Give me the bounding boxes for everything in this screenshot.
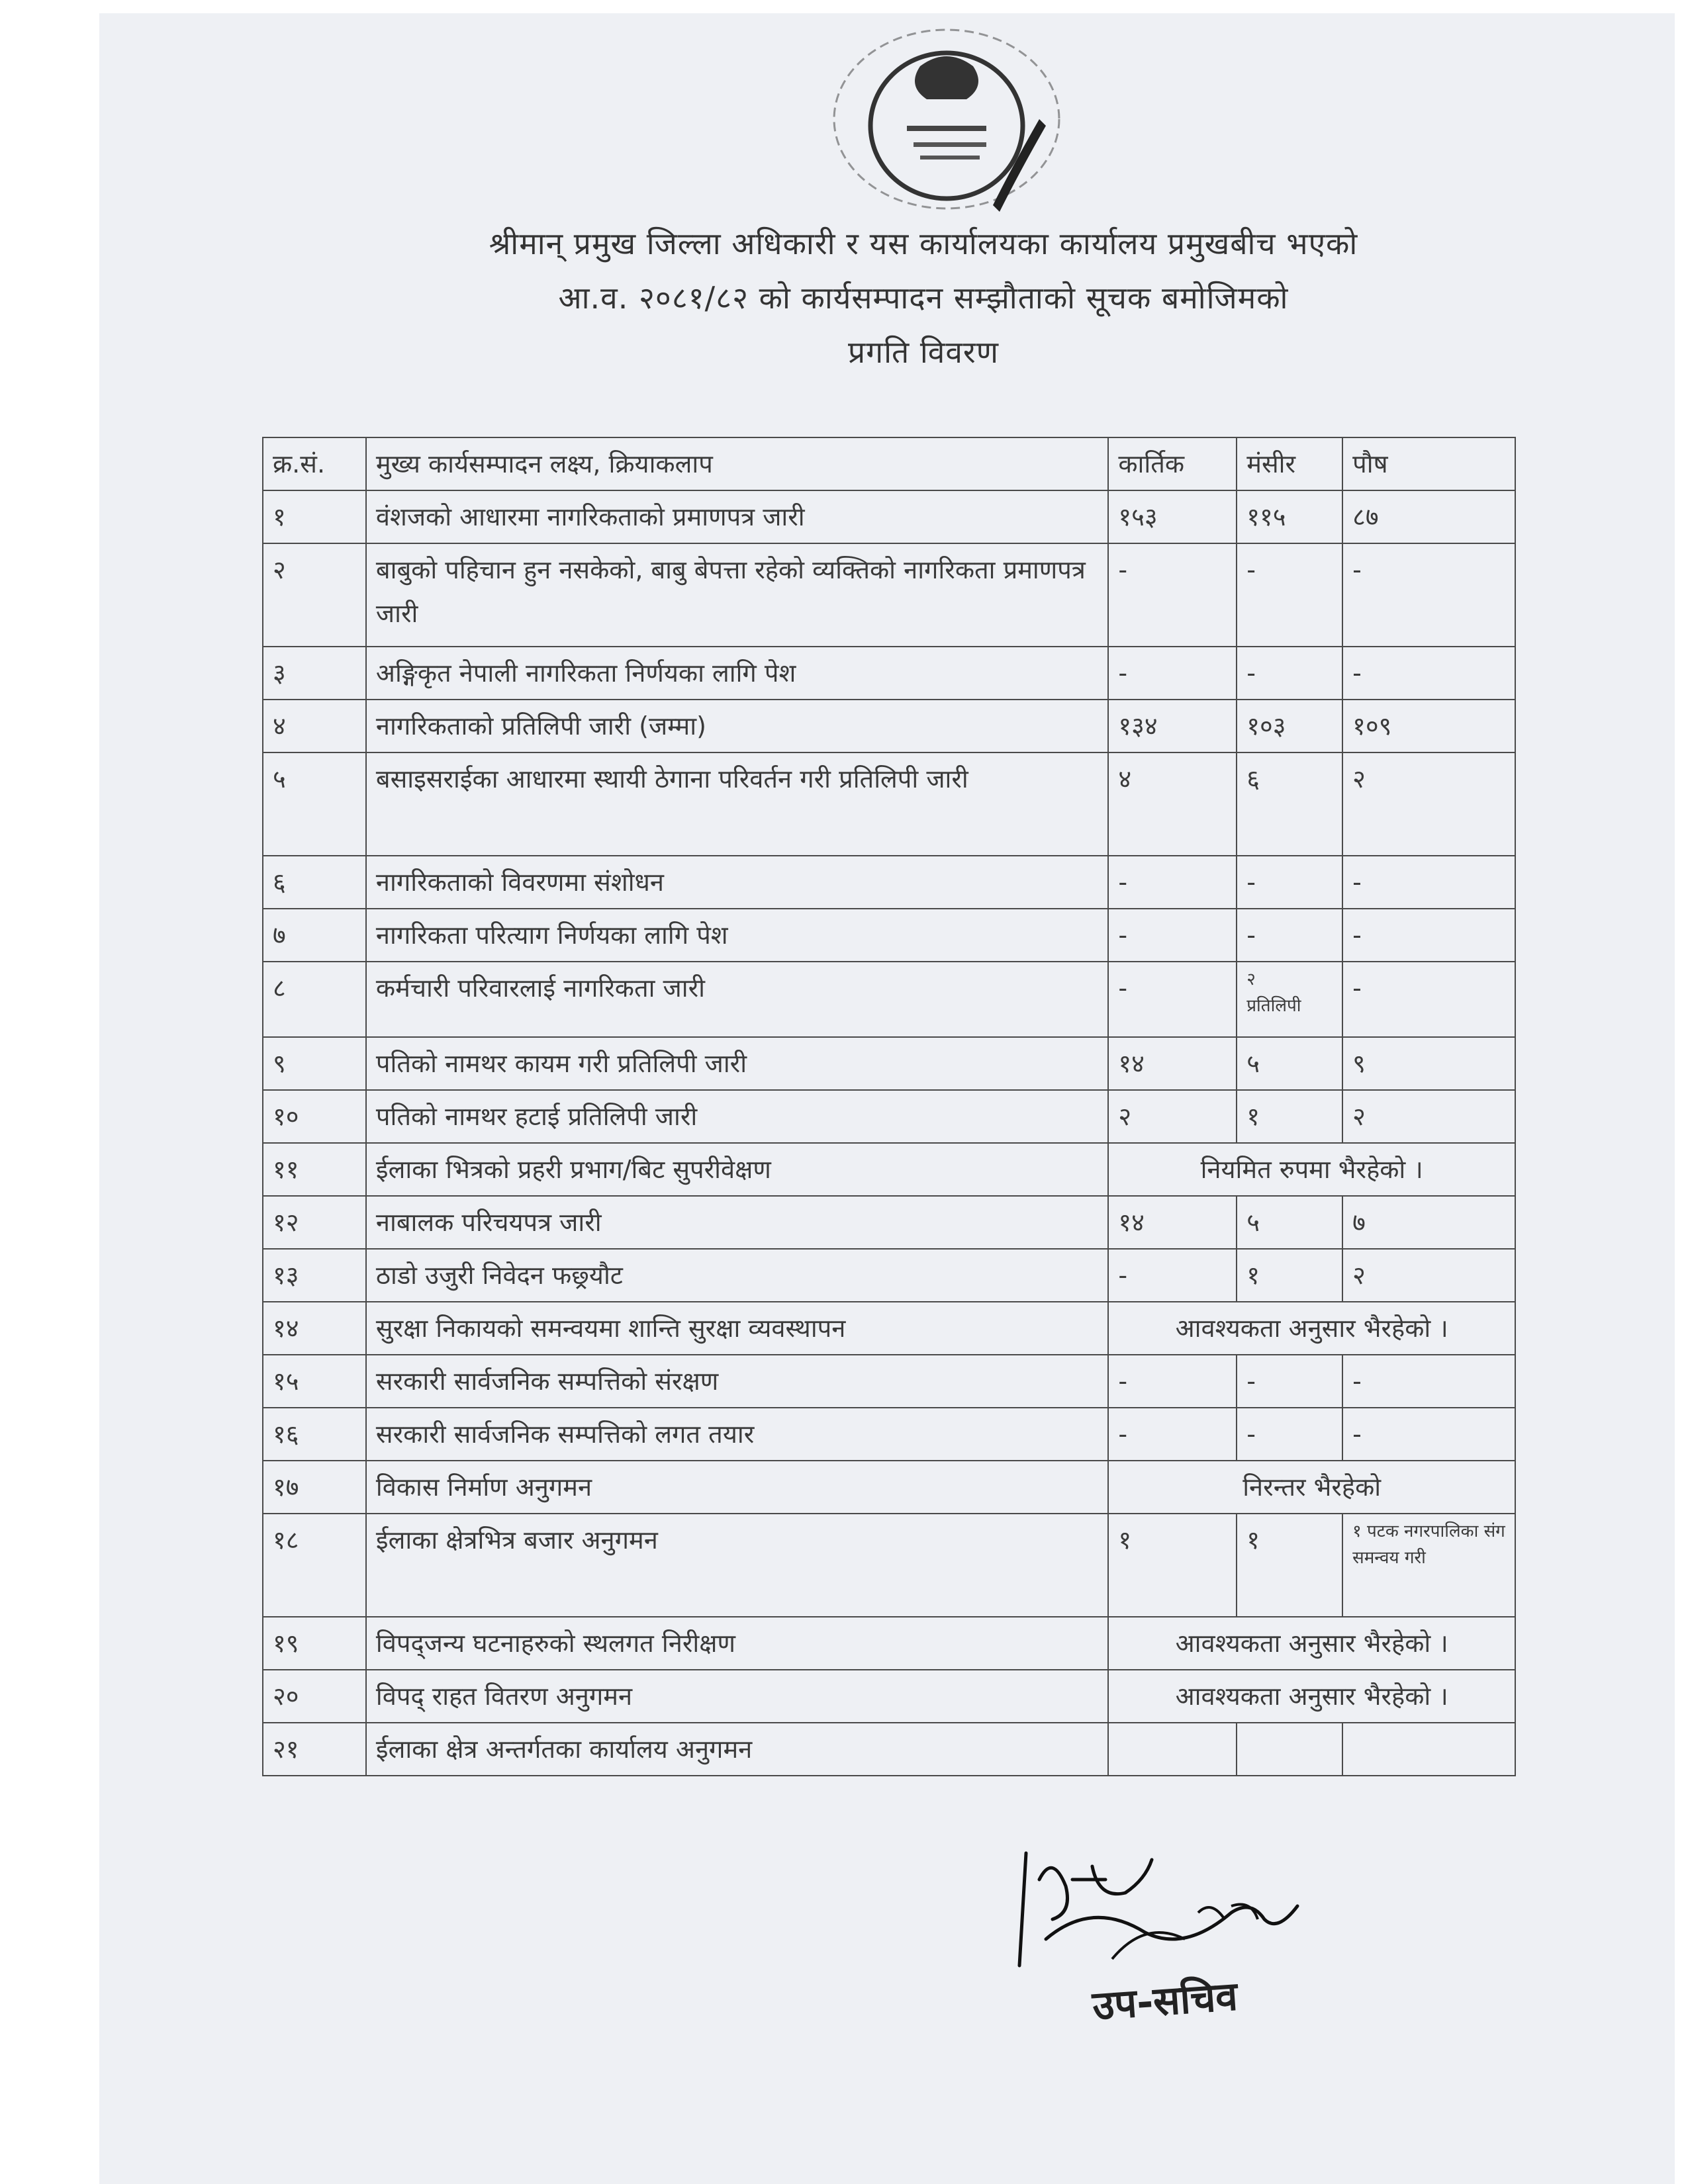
cell-poush: २ <box>1342 752 1515 856</box>
cell-sn: १८ <box>263 1514 366 1617</box>
cell-kartik: - <box>1108 1355 1237 1408</box>
cell-mansir: - <box>1237 856 1342 909</box>
cell-activity: अङ्गिकृत नेपाली नागरिकता निर्णयका लागि पेश <box>366 647 1108 700</box>
cell-sn: ११ <box>263 1143 366 1196</box>
signatory-designation: उप-सचिव <box>1091 1973 1239 2030</box>
cell-activity: बसाइसराईका आधारमा स्थायी ठेगाना परिवर्तन गरी प्रतिलिपी जारी <box>366 752 1108 856</box>
cell-kartik: - <box>1108 543 1237 647</box>
cell-poush: - <box>1342 543 1515 647</box>
cell-activity: कर्मचारी परिवारलाई नागरिकता जारी <box>366 962 1108 1037</box>
cell-activity: विपद् राहत वितरण अनुगमन <box>366 1670 1108 1723</box>
cell-sn: १४ <box>263 1302 366 1355</box>
table-row <box>263 1249 1515 1302</box>
cell-activity: सरकारी सार्वजनिक सम्पत्तिको लगत तयार <box>366 1408 1108 1461</box>
cell-mansir: - <box>1237 909 1342 962</box>
header-line-1: श्रीमान् प्रमुख जिल्ला अधिकारी र यस कार्यालयका कार्यालय प्रमुखबीच भएको <box>489 226 1358 261</box>
cell-mansir: १ <box>1237 1090 1342 1143</box>
cell-sn: २० <box>263 1670 366 1723</box>
table-row <box>263 1302 1515 1355</box>
cell-poush: १०९ <box>1342 700 1515 752</box>
cell-sn: १२ <box>263 1196 366 1249</box>
table-row <box>263 909 1515 962</box>
cell-poush: - <box>1342 909 1515 962</box>
table-row <box>263 1355 1515 1408</box>
cell-kartik: - <box>1108 856 1237 909</box>
table-row <box>263 647 1515 700</box>
table-row <box>263 752 1515 856</box>
cell-sn: ४ <box>263 700 366 752</box>
cell-kartik: - <box>1108 647 1237 700</box>
cell-activity: सरकारी सार्वजनिक सम्पत्तिको संरक्षण <box>366 1355 1108 1408</box>
cell-activity: पतिको नामथर हटाई प्रतिलिपी जारी <box>366 1090 1108 1143</box>
table-row <box>263 1617 1515 1670</box>
cell-kartik: १५३ <box>1108 490 1237 543</box>
cell-kartik: - <box>1108 1408 1237 1461</box>
table-row <box>263 1196 1515 1249</box>
cell-sn: १९ <box>263 1617 366 1670</box>
cell-activity: नागरिकता परित्याग निर्णयका लागि पेश <box>366 909 1108 962</box>
cell-poush: - <box>1342 1355 1515 1408</box>
cell-sn: ६ <box>263 856 366 909</box>
table-row <box>263 700 1515 752</box>
cell-sn: १३ <box>263 1249 366 1302</box>
cell-sn: १६ <box>263 1408 366 1461</box>
cell-activity: नागरिकताको प्रतिलिपी जारी (जम्मा) <box>366 700 1108 752</box>
table-row <box>263 490 1515 543</box>
header-line-2: आ.व. २०८१/८२ को कार्यसम्पादन सम्झौताको सूचक बमोजिमको <box>558 280 1289 316</box>
cell-activity: ईलाका क्षेत्रभित्र बजार अनुगमन <box>366 1514 1108 1617</box>
cell-mansir: - <box>1237 647 1342 700</box>
table-row <box>263 962 1515 1037</box>
cell-kartik: १४ <box>1108 1196 1237 1249</box>
cell-sn: ३ <box>263 647 366 700</box>
cell-mansir: १ <box>1237 1249 1342 1302</box>
cell-activity: वंशजको आधारमा नागरिकताको प्रमाणपत्र जारी <box>366 490 1108 543</box>
cell-kartik: ४ <box>1108 752 1237 856</box>
cell-activity: नाबालक परिचयपत्र जारी <box>366 1196 1108 1249</box>
table-row <box>263 1037 1515 1090</box>
table-row <box>263 1090 1515 1143</box>
table-row <box>263 1408 1515 1461</box>
cell-mansir: ११५ <box>1237 490 1342 543</box>
cell-kartik: - <box>1108 1249 1237 1302</box>
cell-poush: ८७ <box>1342 490 1515 543</box>
cell-poush: - <box>1342 962 1515 1037</box>
cell-sn: १५ <box>263 1355 366 1408</box>
cell-kartik <box>1108 1723 1237 1776</box>
header-mansir: मंसीर <box>1237 437 1342 490</box>
cell-mansir <box>1237 1723 1342 1776</box>
cell-sn: २ <box>263 543 366 647</box>
cell-activity: सुरक्षा निकायको समन्वयमा शान्ति सुरक्षा व्यवस्थापन <box>366 1302 1108 1355</box>
cell-sn: ७ <box>263 909 366 962</box>
cell-mansir: ५ <box>1237 1196 1342 1249</box>
header-poush: पौष <box>1342 437 1515 490</box>
cell-activity: ईलाका भित्रको प्रहरी प्रभाग/बिट सुपरीवेक्षण <box>366 1143 1108 1196</box>
cell-status: आवश्यकता अनुसार भैरहेको । <box>1108 1617 1515 1670</box>
header-kartik: कार्तिक <box>1108 437 1237 490</box>
cell-mansir: - <box>1237 1355 1342 1408</box>
cell-poush: - <box>1342 856 1515 909</box>
table-row <box>263 1461 1515 1514</box>
table-row <box>263 543 1515 647</box>
cell-activity: बाबुको पहिचान हुन नसकेको, बाबु बेपत्ता रहेको व्यक्तिको नागरिकता प्रमाणपत्र जारी <box>366 543 1108 647</box>
cell-mansir: ५ <box>1237 1037 1342 1090</box>
cell-sn: ८ <box>263 962 366 1037</box>
cell-poush: ७ <box>1342 1196 1515 1249</box>
header-sn: क्र.सं. <box>263 437 366 490</box>
cell-sn: ५ <box>263 752 366 856</box>
cell-poush: - <box>1342 1408 1515 1461</box>
header-line-3: प्रगति विवरण <box>848 334 999 370</box>
cell-kartik: १ <box>1108 1514 1237 1617</box>
cell-kartik: - <box>1108 909 1237 962</box>
table-row <box>263 1143 1515 1196</box>
mansir-value: २ <box>1246 970 1256 989</box>
cell-mansir <box>1237 962 1342 1037</box>
cell-poush <box>1342 1723 1515 1776</box>
signature <box>1013 1840 1344 1985</box>
cell-kartik: १३४ <box>1108 700 1237 752</box>
cell-status: नियमित रुपमा भैरहेको । <box>1108 1143 1515 1196</box>
cell-status: आवश्यकता अनुसार भैरहेको । <box>1108 1302 1515 1355</box>
cell-mansir: १०३ <box>1237 700 1342 752</box>
table-row <box>263 1670 1515 1723</box>
cell-kartik: १४ <box>1108 1037 1237 1090</box>
cell-sn: १ <box>263 490 366 543</box>
cell-mansir: - <box>1237 1408 1342 1461</box>
mansir-note: प्रतिलिपी <box>1246 996 1301 1016</box>
cell-poush: २ <box>1342 1249 1515 1302</box>
cell-sn: १७ <box>263 1461 366 1514</box>
cell-mansir: १ <box>1237 1514 1342 1617</box>
table-row <box>263 856 1515 909</box>
cell-mansir: ६ <box>1237 752 1342 856</box>
cell-status: निरन्तर भैरहेको <box>1108 1461 1515 1514</box>
cell-activity: नागरिकताको विवरणमा संशोधन <box>366 856 1108 909</box>
table-row <box>263 1723 1515 1776</box>
cell-status: आवश्यकता अनुसार भैरहेको । <box>1108 1670 1515 1723</box>
cell-activity: ठाडो उजुरी निवेदन फछ्र्यौट <box>366 1249 1108 1302</box>
cell-sn: २१ <box>263 1723 366 1776</box>
table-header-row <box>263 437 1515 490</box>
cell-poush: - <box>1342 647 1515 700</box>
cell-sn: ९ <box>263 1037 366 1090</box>
cell-poush: ९ <box>1342 1037 1515 1090</box>
cell-activity: पतिको नामथर कायम गरी प्रतिलिपी जारी <box>366 1037 1108 1090</box>
cell-sn: १० <box>263 1090 366 1143</box>
cell-poush: २ <box>1342 1090 1515 1143</box>
progress-table <box>262 437 1516 1776</box>
cell-poush: १ पटक नगरपालिका संग समन्वय गरी <box>1342 1514 1515 1617</box>
cell-mansir: - <box>1237 543 1342 647</box>
cell-kartik: - <box>1108 962 1237 1037</box>
cell-activity: विपद्जन्य घटनाहरुको स्थलगत निरीक्षण <box>366 1617 1108 1670</box>
cell-activity: ईलाका क्षेत्र अन्तर्गतका कार्यालय अनुगमन <box>366 1723 1108 1776</box>
header-activity: मुख्य कार्यसम्पादन लक्ष्य, क्रियाकलाप <box>366 437 1108 490</box>
cell-activity: विकास निर्माण अनुगमन <box>366 1461 1108 1514</box>
office-seal-stamp <box>821 20 1086 218</box>
cell-kartik: २ <box>1108 1090 1237 1143</box>
table-row <box>263 1514 1515 1617</box>
